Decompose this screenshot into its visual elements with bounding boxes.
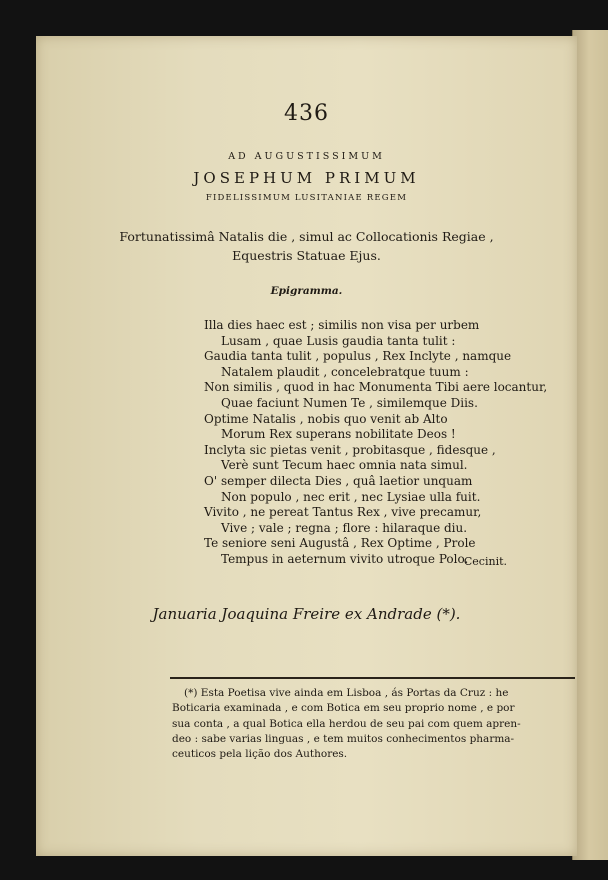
poem-line: Vive ; vale ; regna ; flore : hilaraque diu. <box>221 520 468 535</box>
footnote-line: deo : sabe varias linguas , e tem muitos conhecimentos pharma- <box>172 732 515 745</box>
poem-line: Non populo , nec erit , nec Lysiae ulla fuit. <box>221 489 481 504</box>
poem-line: Non similis , quod in hac Monumenta Tibi aere locantur, <box>204 380 548 395</box>
poem-author: Januaria Joaquina Freire ex Andrade (*). <box>152 605 461 623</box>
poem-line: Gaudia tanta tulit , populus , Rex Inclyte , namque <box>204 349 512 364</box>
footnote <box>172 686 576 762</box>
poem-line: Quae faciunt Numen Te , similemque Diis. <box>221 395 478 410</box>
occasion-title-line-2: Equestris Statuae Ejus. <box>232 248 381 263</box>
footnote-divider <box>170 677 575 679</box>
heading-name: JOSEPHUM PRIMUM <box>193 169 420 187</box>
page-number: 436 <box>284 101 329 126</box>
adjacent-page-edge <box>572 30 608 860</box>
footnote-line: Boticaria examinada , e com Botica em seu proprio nome , e por <box>172 702 515 715</box>
poem-line: Illa dies haec est ; similis non visa per urbem <box>204 318 480 332</box>
cecinit-signoff: Cecinit. <box>463 555 507 568</box>
poem-line: O' semper dilecta Dies , quâ laetior unquam <box>204 473 473 488</box>
poem-line: Te seniore seni Augustâ , Rex Optime , Prole <box>204 536 476 551</box>
poem-line: Natalem plaudit , concelebratque tuum : <box>221 364 469 379</box>
heading-dedication: AD AUGUSTISSIMUM <box>228 151 385 162</box>
poem-line: Morum Rex superans nobilitate Deos ! <box>221 427 456 442</box>
book-page <box>36 36 577 856</box>
poem-line: Lusam , quae Lusis gaudia tanta tulit : <box>221 333 456 348</box>
footnote-line: ceuticos pela lição dos Authores. <box>172 748 348 761</box>
occasion-title-line-1: Fortunatissimâ Natalis die , simul ac Collocationis Regiae , <box>119 229 494 244</box>
poem-line: Optime Natalis , nobis quo venit ab Alto <box>204 411 448 426</box>
poem-line: Inclyta sic pietas venit , probitasque , fidesque , <box>204 442 496 457</box>
footnote-line: sua conta , a qual Botica ella herdou de seu pai com quem apren- <box>172 717 521 730</box>
heading-title: FIDELISSIMUM LUSITANIAE REGEM <box>205 193 408 203</box>
genre-label: Epigramma. <box>270 285 343 297</box>
poem-line: Vivito , ne pereat Tantus Rex , vive precamur, <box>204 505 482 520</box>
poem-line: Tempus in aeternum vivito utroque Polo. <box>221 551 469 566</box>
poem-line: Verè sunt Tecum haec omnia nata simul. <box>221 458 468 473</box>
footnote-line: (*) Esta Poetisa vive ainda em Lisboa , ás Portas da Cruz : he <box>184 687 509 699</box>
poem-body <box>204 318 548 568</box>
